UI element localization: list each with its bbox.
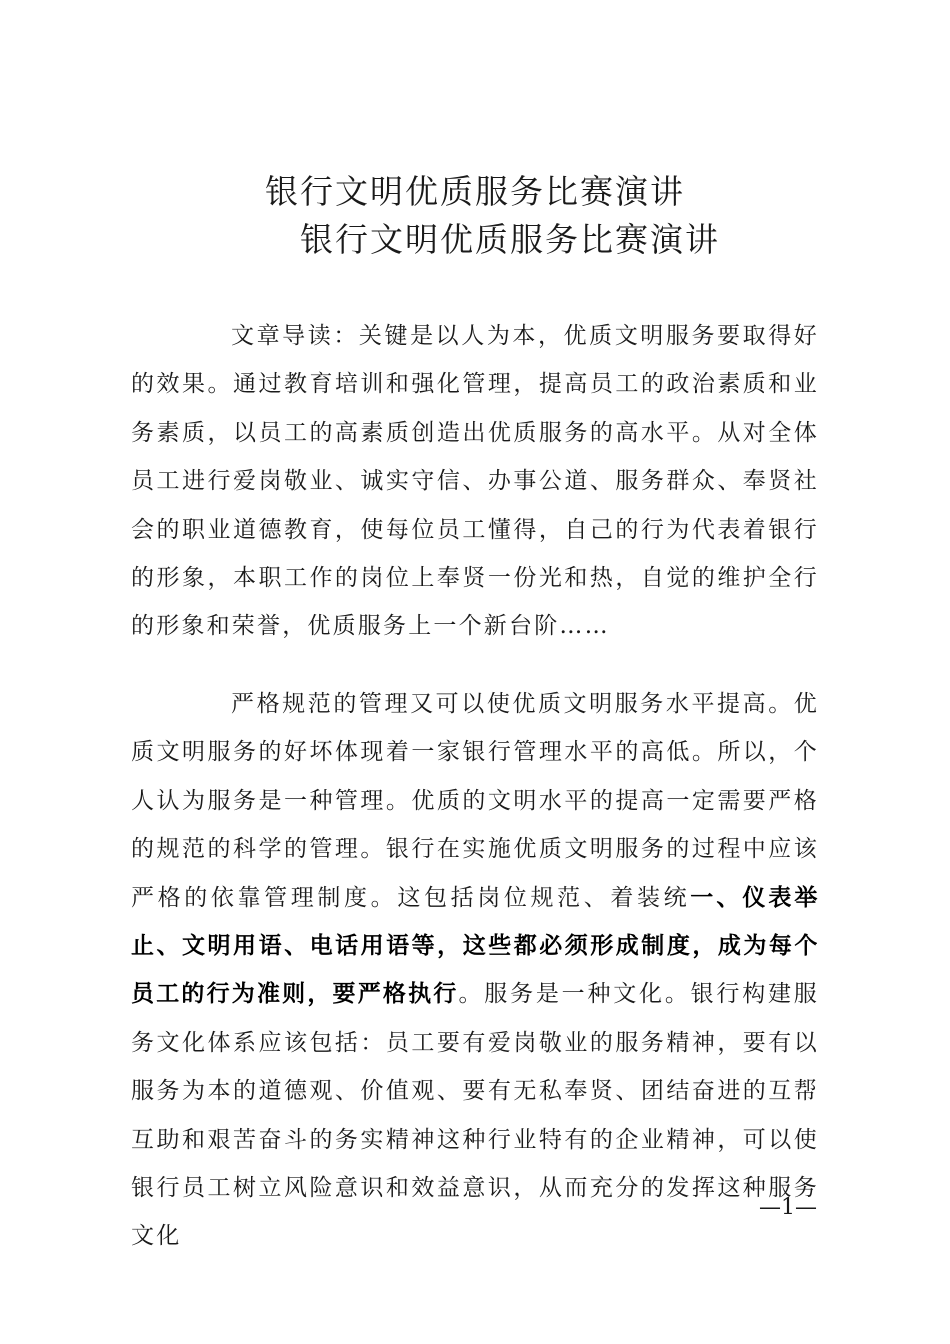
body-text-bold: 一、仪表举止、文明用语、电话用语等，这些都必须形成制度，成为每个员工的行为准则，要严格执行 xyxy=(131,884,820,1008)
document-title-line-2: 银行文明优质服务比赛演讲 xyxy=(300,220,720,259)
body-text-part-2: 。服务是一种文化。银行构建服务文化体系应该包括：员工要有爱岗敬业的服务精神，要有以服务为本的道德观、价值观、要有无私奉贤、团结奋进的互帮互助和艰苦奋斗的务实精神这种行业特有的企业精神，可以使银行员工树立风险意识和效益意识，从而充分的发挥这种服务文化 xyxy=(131,981,819,1250)
body-paragraph xyxy=(131,680,819,1261)
page-number: —1— xyxy=(759,1195,817,1220)
intro-paragraph: 文章导读：关键是以人为本，优质文明服务要取得好的效果。通过教育培训和强化管理，提高员工的政治素质和业务素质，以员工的高素质创造出优质服务的高水平。从对全体员工进行爱岗敬业、诚实守信、办事公道、服务群众、奉贤社会的职业道德教育，使每位员工懂得，自己的行为代表着银行的形象，本职工作的岗位上奉贤一份光和热，自觉的维护全行的形象和荣誉，优质服务上一个新台阶…… xyxy=(131,323,819,640)
body-text-part-1: 严格规范的管理又可以使优质文明服务水平提高。优质文明服务的好坏体现着一家银行管理水平的高低。所以，个人认为服务是一种管理。优质的文明水平的提高一定需要严格的规范的科学的管理。银行在实施优质文明服务的过程中应该严格的依靠管理制度。这包括岗位规范、着装统 xyxy=(131,691,819,911)
document-title-line-1: 银行文明优质服务比赛演讲 xyxy=(265,172,685,211)
